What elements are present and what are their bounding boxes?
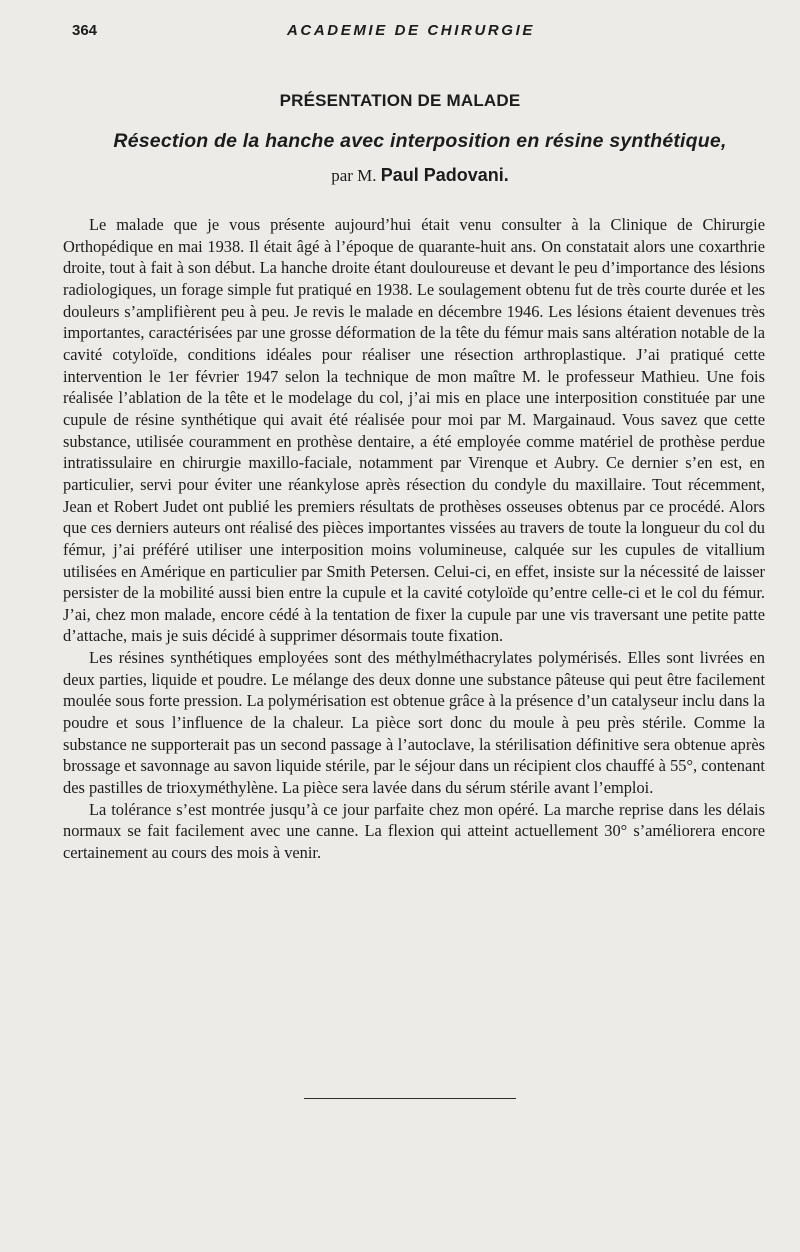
journal-title: ACADEMIE DE CHIRURGIE	[287, 22, 535, 39]
byline	[0, 165, 800, 186]
paragraph: Le malade que je vous présente aujourd’hui était venu consulter à la Clinique de Chirurgie Orthopédique en mai 1938. Il était âgé à l’époque de quarante-huit ans. On constatait alors une coxarthrie droite, tout à fait à son début. La hanche droite étant douloureuse et devant le peu d’importance des lésions radiologiques, un forage simple fut pratiqué en 1938. Le soulagement obtenu fut de très courte durée et les douleurs s’amplifièrent peu à peu. Je revis le malade en décembre 1946. Les lésions étaient devenues très importantes, caractérisées par une grosse déformation de la tête du fémur mais sans altération notable de la cavité cotyloïde, conditions idéales pour réaliser une résection arthroplastique. J’ai pratiqué cette intervention le 1er février 1947 selon la technique de mon maître M. le professeur Mathieu. Une fois réalisée l’ablation de la tête et le modelage du col, j’ai mis en place une interposition constituée par une cupule de résine synthétique qui avait été réalisée pour moi par M. Margainaud. Vous savez que cette substance, utilisée couramment en prothèse dentaire, a été employée comme matériel de prothèse perdue intratissulaire en chirurgie maxillo-faciale, notamment par Virenque et Aubry. Ce dernier s’en est, en particulier, servi pour éviter une réankylose après résection du condyle du maxillaire. Tout récemment, Jean et Robert Judet ont publié les premiers résultats de prothèses osseuses obtenus par ce procédé. Alors que ces derniers auteurs ont réalisé des pièces importantes vissées au travers de toute la longueur du col du fémur, j’ai préféré utiliser une interposition moins volumineuse, calquée sur les cupules de vitallium utilisées en Amérique en particulier par Smith Petersen. Celui-ci, en effet, insiste sur la nécessité de laisser persister de la mobilité aussi bien entre la cupule et la cavité cotyloïde qu’entre celle-ci et le col du fémur. J’ai, chez mon malade, encore cédé à la tentation de fixer la cupule par une vis traversant une petite patte d’attache, mais je suis décidé à supprimer désormais toute fixation.	[63, 215, 765, 646]
author-name: Paul Padovani.	[380, 165, 509, 185]
running-header	[72, 22, 772, 44]
end-rule	[304, 1098, 516, 1099]
byline-prefix: par M.	[331, 166, 377, 185]
page-number: 364	[72, 22, 98, 39]
article-title: Résection de la hanche avec interposition en résine synthétique,	[113, 130, 727, 152]
article-body	[63, 214, 765, 864]
paragraph: La tolérance s’est montrée jusqu’à ce jour parfaite chez mon opéré. La marche reprise dans les délais normaux se fait facilement avec une canne. La flexion qui atteint actuellement 30° s’améliorera encore certainement au cours des mois à venir.	[63, 799, 765, 863]
section-title: PRÉSENTATION DE MALADE	[279, 91, 521, 110]
paragraph: Les résines synthétiques employées sont des méthylméthacrylates polymérisés. Elles sont livrées en deux parties, liquide et poudre. Le mélange des deux donne une substance pâteuse qui peut être facilement moulée sous forte pression. La polymérisation est obtenue grâce à la présence d’un catalyseur inclu dans la poudre et sous l’influence de la chaleur. La pièce sort donc du moule à peu près stérile. Comme la substance ne supporterait pas un second passage à l’autoclave, la stérilisation définitive sera obtenue après brossage et savonnage au savon liquide stérile, par le séjour dans un récipient clos chauffé à 55°, contenant des pastilles de trioxyméthylène. La pièce sera lavée dans du sérum stérile avant l’emploi.	[63, 648, 765, 798]
